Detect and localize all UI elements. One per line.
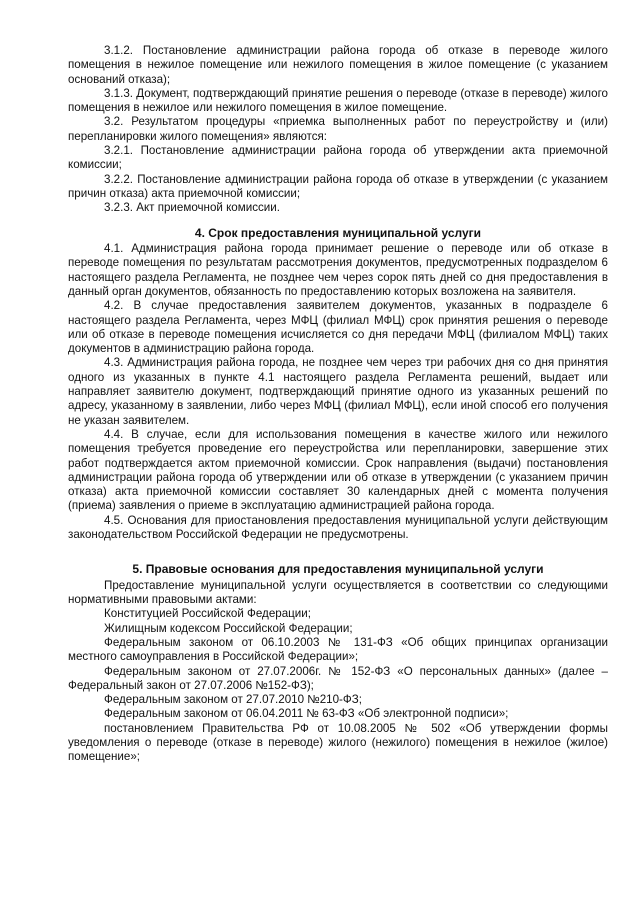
legal-act-63-fz: Федеральным законом от 06.04.2011 № 63-ФЗ «Об электронной подписи»; [104,707,509,721]
legal-act-131-fz: Федеральным законом от 06.10.2003 № 131-ФЗ «Об общих принципах организации местного самоуправления в Российской Федерации»; [68,635,608,664]
paragraph-4-3: 4.3. Администрация района города, не позднее чем через три рабочих дня со дня принятия одного из указанных в пункте 4.1 настоящего раздела Регламента решений, выдает или направляет заявителю документ, подтверждающий принятие одного из указанных решений по адресу, указанному в заявлении, либо через МФЦ (филиал МФЦ), если иной способ его получения не указан заявителем. [68,356,608,427]
legal-act-210-fz: Федеральным законом от 27.07.2010 №210-ФЗ; [104,693,362,707]
section-spacer [68,542,608,552]
legal-act-resolution-502: постановлением Правительства РФ от 10.08.2005 № 502 «Об утверждении формы уведомления о переводе (отказе в переводе) жилого (нежилого) помещения в нежилое (жилое) помещение»; [68,721,608,764]
paragraph-4-1: 4.1. Администрация района города принимает решение о переводе или об отказе в переводе помещения по результатам рассмотрения документов, предусмотренных подразделом 6 настоящего раздела Регламента, не позднее чем через сорок пять дней со дня предоставления в данный орган документов, обязанность по предоставлению которых возложена на заявителя. [68,242,608,298]
paragraph-3-2-1: 3.2.1. Постановление администрации района города об утверждении акта приемочной комиссии; [68,144,608,172]
paragraph-5-intro: Предоставление муниципальной услуги осуществляется в соответствии со следующими нормативными правовыми актами: [68,578,608,607]
paragraph-3-2: 3.2. Результатом процедуры «приемка выполненных работ по переустройству и (или) перепланировки жилого помещения» являются: [68,115,608,143]
paragraph-4-4: 4.4. В случае, если для использования помещения в качестве жилого или нежилого помещения требуется проведение его переустройства или перепланировки, завершение этих работ подтверждается актом приемочной комиссии. Срок направления (выдачи) постановления администрации района города об утверждении или об отказе в утверждении (с указанием причин отказа) акта приемочной комиссии составляет 30 календарных дней с момента получения (приема) заявления о приеме в эксплуатацию администрацией района города. [68,427,608,513]
section-4-heading: 4. Срок предоставления муниципальной услуги [194,225,482,240]
legal-act-housing-code: Жилищным кодексом Российской Федерации; [104,621,353,635]
paragraph-4-5: 4.5. Основания для приостановления предоставления муниципальной услуги действующим законодательством Российской Федерации не предусмотрены. [68,513,608,541]
paragraph-3-1-2: 3.1.2. Постановление администрации района города об отказе в переводе жилого помещения в нежилое помещение или нежилого помещения в жилое помещение (с указанием оснований отказа); [68,44,608,86]
legal-act-constitution: Конституцией Российской Федерации; [104,607,311,621]
paragraph-4-2: 4.2. В случае предоставления заявителем документов, указанных в подразделе 6 настоящего раздела Регламента, через МФЦ (филиал МФЦ) срок принятия решения о переводе или об отказе в переводе помещения исчисляется со дня передачи МФЦ (филиалом МФЦ) таких документов в администрацию района города. [68,299,608,356]
section-5-heading: 5. Правовые основания для предоставления муниципальной услуги [132,562,544,577]
paragraph-3-1-3: 3.1.3. Документ, подтверждающий принятие решения о переводе (отказе в переводе) жилого помещения в нежилое или нежилого помещения в жилое помещение. [68,86,608,115]
legal-act-152-fz: Федеральным законом от 27.07.2006г. № 152-ФЗ «О персональных данных» (далее – Федеральный закон от 27.07.2006 №152-ФЗ); [68,664,608,692]
paragraph-3-2-2: 3.2.2. Постановление администрации района города об отказе в утверждении (с указанием причин отказа) акта приемочной комиссии; [68,172,608,200]
paragraph-3-2-3: 3.2.3. Акт приемочной комиссии. [104,201,280,215]
